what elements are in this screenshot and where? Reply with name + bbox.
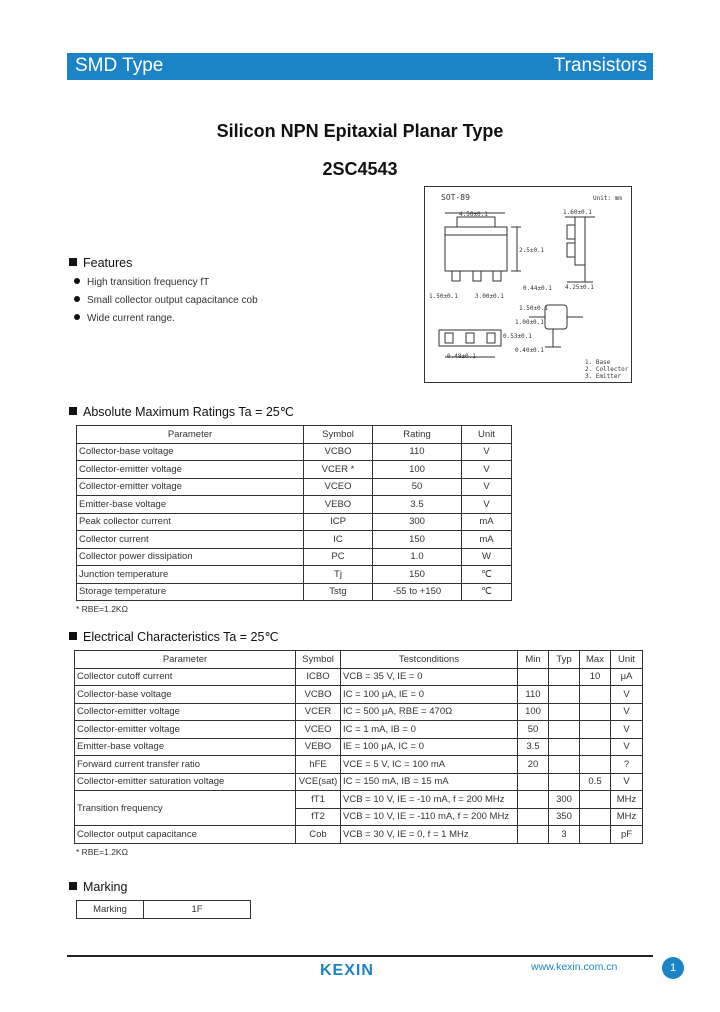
table-cell: V bbox=[462, 496, 512, 514]
table-cell bbox=[580, 686, 611, 704]
part-number: 2SC4543 bbox=[322, 159, 398, 179]
table-cell: VEBO bbox=[304, 496, 373, 514]
table-header: Testconditions bbox=[341, 651, 518, 669]
table-cell: V bbox=[462, 461, 512, 479]
table-cell: mA bbox=[462, 531, 512, 549]
table-header: Min bbox=[518, 651, 549, 669]
transition-frequency-label: Transition frequency bbox=[75, 791, 296, 826]
table-cell: IC = 500 μA, RBE = 470Ω bbox=[341, 703, 518, 721]
table-cell bbox=[549, 668, 580, 686]
dim-label: 0.53±0.1 bbox=[503, 333, 532, 340]
feature-item: Wide current range. bbox=[74, 313, 175, 324]
table-cell: Collector-base voltage bbox=[75, 686, 296, 704]
header-right: Transistors bbox=[553, 55, 647, 76]
features-heading: Features bbox=[69, 256, 132, 270]
table-cell: Tj bbox=[304, 566, 373, 584]
abs-max-table bbox=[76, 425, 512, 601]
table-row bbox=[75, 826, 643, 844]
table-cell: Collector-emitter voltage bbox=[77, 461, 304, 479]
table-cell: -55 to +150 bbox=[373, 583, 462, 601]
table-cell: ℃ bbox=[462, 583, 512, 601]
dim-label: 1.00±0.1 bbox=[515, 319, 544, 326]
table-row bbox=[75, 703, 643, 721]
feature-item: High transition frequency fT bbox=[74, 277, 209, 288]
table-cell: Collector-base voltage bbox=[77, 443, 304, 461]
header-banner bbox=[67, 53, 653, 80]
table-cell: Junction temperature bbox=[77, 566, 304, 584]
table-cell: V bbox=[611, 773, 643, 791]
abs-max-note: * RBE=1.2KΩ bbox=[76, 604, 128, 614]
table-cell: VCB = 30 V, IE = 0, f = 1 MHz bbox=[341, 826, 518, 844]
table-cell bbox=[549, 773, 580, 791]
table-cell: VCER bbox=[296, 703, 341, 721]
table-cell: Storage temperature bbox=[77, 583, 304, 601]
feature-item: Small collector output capacitance cob bbox=[74, 295, 258, 306]
dim-label: 2.5±0.1 bbox=[519, 247, 545, 254]
table-cell: fT1 bbox=[296, 791, 341, 809]
package-name: SOT-89 bbox=[441, 193, 470, 202]
table-cell: Collector-emitter voltage bbox=[75, 721, 296, 739]
table-cell bbox=[549, 703, 580, 721]
table-cell: PC bbox=[304, 548, 373, 566]
footer-url[interactable]: www.kexin.com.cn bbox=[531, 961, 618, 973]
header-left: SMD Type bbox=[75, 55, 164, 76]
table-cell: 10 bbox=[580, 668, 611, 686]
table-cell: ICBO bbox=[296, 668, 341, 686]
table-row bbox=[75, 773, 643, 791]
table-cell bbox=[580, 721, 611, 739]
dim-label: 4.25±0.1 bbox=[565, 284, 594, 291]
marking-heading: Marking bbox=[69, 880, 127, 894]
table-row bbox=[75, 756, 643, 774]
table-header-row bbox=[75, 651, 643, 669]
table-row bbox=[77, 531, 512, 549]
table-cell bbox=[549, 738, 580, 756]
table-header: Typ bbox=[549, 651, 580, 669]
table-cell: V bbox=[611, 703, 643, 721]
table-cell bbox=[518, 826, 549, 844]
table-cell bbox=[549, 721, 580, 739]
table-cell: pF bbox=[611, 826, 643, 844]
table-header: Parameter bbox=[75, 651, 296, 669]
table-cell: 110 bbox=[373, 443, 462, 461]
table-cell: IC bbox=[304, 531, 373, 549]
table-cell: VCEO bbox=[304, 478, 373, 496]
package-unit: Unit: mm bbox=[593, 195, 622, 202]
dim-label: 1.60±0.1 bbox=[563, 209, 592, 216]
table-cell: Collector-emitter saturation voltage bbox=[75, 773, 296, 791]
table-cell: MHz bbox=[611, 808, 643, 826]
table-cell: VCB = 10 V, IE = -110 mA, f = 200 MHz bbox=[341, 808, 518, 826]
table-cell: fT2 bbox=[296, 808, 341, 826]
table-row bbox=[77, 461, 512, 479]
page-number: 1 bbox=[662, 957, 684, 979]
table-cell: 100 bbox=[373, 461, 462, 479]
table-cell: VCB = 35 V, IE = 0 bbox=[341, 668, 518, 686]
table-cell: Collector cutoff current bbox=[75, 668, 296, 686]
table-cell: Peak collector current bbox=[77, 513, 304, 531]
table-cell: 3.5 bbox=[518, 738, 549, 756]
table-cell: IE = 100 μA, IC = 0 bbox=[341, 738, 518, 756]
table-cell: mA bbox=[462, 513, 512, 531]
table-row bbox=[77, 478, 512, 496]
table-header: Rating bbox=[373, 426, 462, 444]
table-cell: ℃ bbox=[462, 566, 512, 584]
table-header: Unit bbox=[611, 651, 643, 669]
package-drawing bbox=[424, 186, 632, 383]
table-cell: ? bbox=[611, 756, 643, 774]
table-cell: IC = 150 mA, IB = 15 mA bbox=[341, 773, 518, 791]
table-row bbox=[77, 901, 251, 919]
table-cell: Collector power dissipation bbox=[77, 548, 304, 566]
marking-table bbox=[76, 900, 251, 919]
table-cell: Collector-emitter voltage bbox=[75, 703, 296, 721]
table-cell: 20 bbox=[518, 756, 549, 774]
table-row bbox=[77, 443, 512, 461]
table-row bbox=[75, 721, 643, 739]
table-cell: IC = 100 μA, IE = 0 bbox=[341, 686, 518, 704]
table-row bbox=[77, 548, 512, 566]
table-row bbox=[75, 791, 643, 809]
table-cell: W bbox=[462, 548, 512, 566]
table-cell: Emitter-base voltage bbox=[77, 496, 304, 514]
marking-value: 1F bbox=[144, 901, 251, 919]
table-cell: V bbox=[611, 686, 643, 704]
dim-label: 0.48±0.1 bbox=[447, 353, 476, 360]
table-cell: Collector output capacitance bbox=[75, 826, 296, 844]
table-cell: 1.0 bbox=[373, 548, 462, 566]
table-cell: Collector-emitter voltage bbox=[77, 478, 304, 496]
table-cell: VCBO bbox=[296, 686, 341, 704]
abs-max-heading: Absolute Maximum Ratings Ta = 25℃ bbox=[69, 404, 294, 419]
dim-label: 1.50±0.1 bbox=[429, 293, 458, 300]
table-cell bbox=[518, 773, 549, 791]
table-cell bbox=[518, 668, 549, 686]
table-cell: 150 bbox=[373, 566, 462, 584]
table-cell: V bbox=[611, 738, 643, 756]
table-cell: VCEO bbox=[296, 721, 341, 739]
page-title: Silicon NPN Epitaxial Planar Type bbox=[216, 121, 504, 141]
elec-heading: Electrical Characteristics Ta = 25℃ bbox=[69, 629, 278, 644]
table-cell: 50 bbox=[518, 721, 549, 739]
table-cell bbox=[580, 791, 611, 809]
table-cell: 110 bbox=[518, 686, 549, 704]
table-cell: VCER * bbox=[304, 461, 373, 479]
table-cell: 0.5 bbox=[580, 773, 611, 791]
table-header: Symbol bbox=[296, 651, 341, 669]
table-cell: 100 bbox=[518, 703, 549, 721]
table-cell: IC = 1 mA, IB = 0 bbox=[341, 721, 518, 739]
dim-label: 1.50±0.1 bbox=[519, 305, 548, 312]
dim-label: 3.00±0.1 bbox=[475, 293, 504, 300]
elec-note: * RBE=1.2KΩ bbox=[76, 847, 128, 857]
table-row bbox=[77, 496, 512, 514]
table-row bbox=[75, 668, 643, 686]
table-cell: Cob bbox=[296, 826, 341, 844]
table-cell: V bbox=[462, 478, 512, 496]
elec-table bbox=[74, 650, 643, 844]
table-cell: VCE = 5 V, IC = 100 mA bbox=[341, 756, 518, 774]
table-cell: 3.5 bbox=[373, 496, 462, 514]
table-cell: VEBO bbox=[296, 738, 341, 756]
table-row bbox=[75, 738, 643, 756]
table-cell bbox=[549, 756, 580, 774]
pin-label: 1. Base bbox=[585, 359, 611, 366]
dim-label: 0.44±0.1 bbox=[523, 285, 552, 292]
table-row bbox=[77, 513, 512, 531]
table-cell bbox=[580, 826, 611, 844]
dim-label: 0.40±0.1 bbox=[515, 347, 544, 354]
table-cell: Forward current transfer ratio bbox=[75, 756, 296, 774]
table-cell: 50 bbox=[373, 478, 462, 496]
table-cell bbox=[549, 686, 580, 704]
table-cell: MHz bbox=[611, 791, 643, 809]
table-header: Unit bbox=[462, 426, 512, 444]
table-cell bbox=[580, 808, 611, 826]
table-cell: VCE(sat) bbox=[296, 773, 341, 791]
table-cell: hFE bbox=[296, 756, 341, 774]
table-cell: VCB = 10 V, IE = -10 mA, f = 200 MHz bbox=[341, 791, 518, 809]
table-header-row bbox=[77, 426, 512, 444]
table-header: Parameter bbox=[77, 426, 304, 444]
table-cell: ICP bbox=[304, 513, 373, 531]
footer-divider bbox=[67, 955, 653, 957]
table-cell bbox=[580, 738, 611, 756]
table-cell bbox=[580, 756, 611, 774]
company-logo: KEXIN bbox=[320, 962, 374, 979]
table-header: Max bbox=[580, 651, 611, 669]
table-cell: μA bbox=[611, 668, 643, 686]
table-cell: Collector current bbox=[77, 531, 304, 549]
table-cell: V bbox=[462, 443, 512, 461]
table-row bbox=[77, 583, 512, 601]
pin-label: 2. Collector bbox=[585, 366, 629, 373]
table-cell: 300 bbox=[549, 791, 580, 809]
table-cell bbox=[580, 703, 611, 721]
dim-label: 4.50±0.1 bbox=[459, 211, 488, 218]
table-row bbox=[75, 686, 643, 704]
table-cell bbox=[518, 808, 549, 826]
table-cell: 350 bbox=[549, 808, 580, 826]
table-cell: V bbox=[611, 721, 643, 739]
pin-label: 3. Emitter bbox=[585, 373, 622, 380]
table-cell: VCBO bbox=[304, 443, 373, 461]
table-row bbox=[77, 566, 512, 584]
table-cell bbox=[518, 791, 549, 809]
table-cell: Tstg bbox=[304, 583, 373, 601]
table-cell: 150 bbox=[373, 531, 462, 549]
table-cell: 3 bbox=[549, 826, 580, 844]
table-header: Symbol bbox=[304, 426, 373, 444]
table-cell: 300 bbox=[373, 513, 462, 531]
marking-label: Marking bbox=[77, 901, 144, 919]
table-cell: Emitter-base voltage bbox=[75, 738, 296, 756]
